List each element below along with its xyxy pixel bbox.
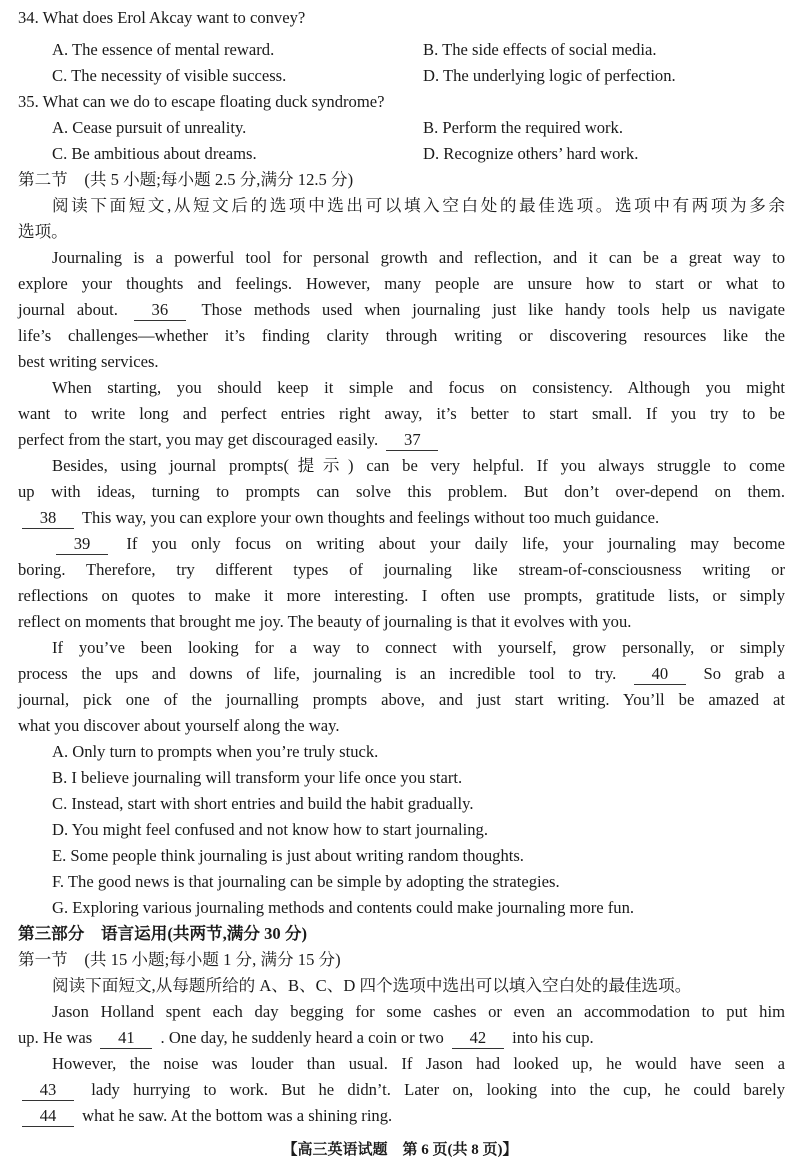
text-line [18, 609, 785, 635]
text-segment: 选项。 [18, 222, 68, 241]
text-segment: When starting, you should keep it simple and focus on consistency. Although you might [52, 378, 785, 397]
text-segment: E. Some people think journaling is just about writing random thoughts. [52, 846, 524, 865]
text-line [52, 37, 785, 63]
text-line [18, 297, 785, 323]
text-line [52, 635, 785, 661]
text-line [18, 1077, 785, 1103]
text-line [52, 193, 785, 219]
answer-option: A. The essence of mental reward. [52, 40, 275, 59]
answer-blank: 37 [386, 430, 438, 451]
text-line [18, 921, 785, 947]
page-footer: 【高三英语试题 第 6 页(共 8 页)】 [282, 1142, 518, 1158]
text-line [52, 895, 785, 921]
text-segment: life’s challenges—whether it’s finding clarity through writing or discovering resources like the [18, 326, 785, 345]
answer-option: D. The underlying logic of perfection. [423, 66, 676, 85]
text-line [18, 947, 785, 973]
text-line [52, 817, 785, 843]
text-segment: reflect on moments that brought me joy. The beauty of journaling is that it evolves with you. [18, 612, 632, 631]
text-line [18, 323, 785, 349]
text-line [18, 167, 785, 193]
text-segment: . One day, he suddenly heard a coin or two [160, 1028, 444, 1047]
text-segment: 第一节 (共 15 小题;每小题 1 分, 满分 15 分) [18, 950, 341, 969]
text-segment: process the ups and downs of life, journaling is an incredible tool to try. [18, 664, 617, 683]
text-segment: up with ideas, turning to prompts can solve this problem. But don’t over-depend on them. [18, 482, 785, 501]
text-segment: up. He was [18, 1028, 93, 1047]
text-segment: perfect from the start, you may get discouraged easily. [18, 430, 379, 449]
text-segment: Journaling is a powerful tool for personal growth and reflection, and it can be a great way to [52, 248, 785, 267]
text-line [52, 973, 785, 999]
answer-blank: 40 [634, 664, 686, 685]
text-line [18, 349, 785, 375]
text-line [52, 739, 785, 765]
text-segment: 第三部分 语言运用(共两节,满分 30 分) [18, 924, 307, 943]
text-line [52, 245, 785, 271]
text-line [18, 5, 785, 31]
text-line [18, 583, 785, 609]
text-line [52, 791, 785, 817]
text-segment: journal, pick one of the journalling prompts above, and just start writing. You’ll be amazed at [18, 690, 785, 709]
text-segment: what you discover about yourself along the way. [18, 716, 340, 735]
answer-blank: 39 [56, 534, 108, 555]
answer-blank: 42 [452, 1028, 504, 1049]
answer-blank: 41 [100, 1028, 152, 1049]
text-segment: C. Instead, start with short entries and build the habit gradually. [52, 794, 474, 813]
text-line [52, 375, 785, 401]
text-line [18, 427, 785, 453]
text-segment: 阅读下面短文,从每题所给的 A、B、C、D 四个选项中选出可以填入空白处的最佳选项。 [52, 976, 692, 995]
text-line [52, 843, 785, 869]
text-line [52, 453, 785, 479]
text-segment: G. Exploring various journaling methods and contents could make journaling more fun. [52, 898, 635, 917]
answer-option: C. Be ambitious about dreams. [52, 144, 257, 163]
text-segment: best writing services. [18, 352, 159, 371]
text-segment: reflections on quotes to make it more interesting. I often use prompts, gratitude lists, or simply [18, 586, 785, 605]
text-segment: 阅读下面短文,从短文后的选项中选出可以填入空白处的最佳选项。选项中有两项为多余 [52, 196, 785, 215]
text-segment: into his cup. [512, 1028, 594, 1047]
text-line [18, 505, 785, 531]
text-line [52, 531, 785, 557]
answer-option: B. The side effects of social media. [423, 40, 657, 59]
text-segment: This way, you can explore your own thoughts and feelings without too much guidance. [81, 508, 660, 527]
text-line [52, 63, 785, 89]
text-segment: Jason Holland spent each day begging for some cashes or even an accommodation to put him [52, 1002, 785, 1021]
text-segment: If you only focus on writing about your daily life, your journaling may become [126, 534, 785, 553]
text-line [18, 1103, 785, 1129]
text-segment: Those methods used when journaling just like handy tools help us navigate [201, 300, 785, 319]
text-line [18, 271, 785, 297]
text-line [52, 869, 785, 895]
text-segment: So grab a [703, 664, 785, 683]
text-segment: Besides, using journal prompts(提示) can be very helpful. If you always struggle to come [52, 456, 785, 475]
text-segment: B. I believe journaling will transform your life once you start. [52, 768, 463, 787]
text-line [18, 219, 785, 245]
answer-blank: 36 [134, 300, 186, 321]
text-line [52, 141, 785, 167]
text-segment: explore your thoughts and feelings. However, many people are unsure how to start or what to [18, 274, 785, 293]
text-line [18, 1025, 785, 1051]
answer-option: B. Perform the required work. [423, 118, 623, 137]
text-segment: what he saw. At the bottom was a shining ring. [82, 1106, 393, 1125]
text-segment: journal about. [18, 300, 118, 319]
answer-option: C. The necessity of visible success. [52, 66, 287, 85]
text-line [52, 765, 785, 791]
answer-blank: 43 [22, 1080, 74, 1101]
text-line [52, 115, 785, 141]
text-segment: want to write long and perfect entries right away, it’s better to start small. If you try to be [18, 404, 785, 423]
answer-blank: 44 [22, 1106, 74, 1127]
text-segment: 第二节 (共 5 小题;每小题 2.5 分,满分 12.5 分) [18, 170, 354, 189]
text-segment: A. Only turn to prompts when you’re truly stuck. [52, 742, 379, 761]
text-line [18, 479, 785, 505]
text-segment: D. You might feel confused and not know how to start journaling. [52, 820, 488, 839]
text-segment: If you’ve been looking for a way to connect with yourself, grow personally, or simply [52, 638, 785, 657]
answer-blank: 38 [22, 508, 74, 529]
answer-option: A. Cease pursuit of unreality. [52, 118, 247, 137]
text-line [18, 401, 785, 427]
text-segment: However, the noise was louder than usual. If Jason had looked up, he would have seen a [52, 1054, 785, 1073]
text-segment: boring. Therefore, try different types of journaling like stream-of-consciousness writing or [18, 560, 785, 579]
text-segment: 34. What does Erol Akcay want to convey? [18, 8, 306, 27]
answer-option: D. Recognize others’ hard work. [423, 144, 639, 163]
text-line [18, 687, 785, 713]
text-line [18, 713, 785, 739]
text-line [52, 1051, 785, 1077]
text-line [52, 999, 785, 1025]
text-line [18, 557, 785, 583]
text-segment: 35. What can we do to escape floating duck syndrome? [18, 92, 385, 111]
text-segment: lady hurrying to work. But he didn’t. Later on, looking into the cup, he could barely [91, 1080, 785, 1099]
text-line [18, 661, 785, 687]
text-line [18, 89, 785, 115]
text-segment: F. The good news is that journaling can be simple by adopting the strategies. [52, 872, 560, 891]
